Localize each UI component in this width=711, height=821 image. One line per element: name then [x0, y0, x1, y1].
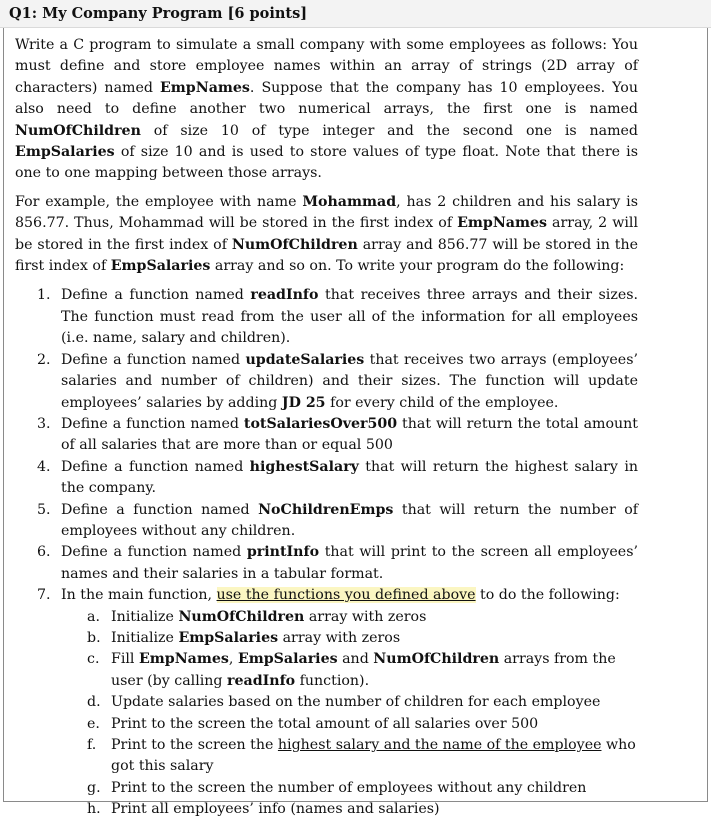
question-content [15, 35, 638, 821]
item-number: 1. [37, 287, 51, 304]
question-title: Q1: My Company Program [6 points] [9, 5, 308, 22]
subtask-item: b. Initialize EmpSalaries array with zeros [15, 628, 638, 649]
subtask-item: a. Initialize NumOfChildren array with zeros [15, 607, 638, 628]
task-list [15, 285, 638, 820]
item-number: 4. [37, 458, 51, 475]
example-paragraph: For example, the employee with name Mohammad, has 2 children and his salary is 856.77. Thus, Mohammad will be stored in the first index of EmpNames array, 2 will be stored in the first index of NumOfChildren array and 856.77 will be stored in the first index of EmpSalaries array and so on. To write your program do the following: [15, 193, 638, 275]
task-item: 3. Define a function named totSalariesOver500 that will return the total amount of all salaries that are more than or equal 500 [37, 415, 638, 454]
item-number: 2. [37, 351, 51, 368]
item-letter: c. [87, 651, 100, 668]
task-item: 6. Define a function named printInfo that will print to the screen all employees’ names and their salaries in a tabular format. [37, 544, 638, 582]
intro-paragraph: Write a C program to simulate a small company with some employees as follows: You must define and store employee names within an array of strings (2D array of characters) named EmpNames. Suppose that the company has 10 employees. You also need to define another two numerical arrays, the first one is named NumOfChildren of size 10 of type integer and the second one is named EmpSalaries of size 10 and is used to store values of type float. Note that there is one to one mapping between those arrays. [15, 37, 638, 182]
subtask-item: c. Fill EmpNames, EmpSalaries and NumOfChildren arrays from the user (by calling readInfo function). [87, 651, 616, 689]
item-letter: h. [87, 801, 101, 818]
subtask-item: e. Print to the screen the total amount of all salaries over 500 [15, 714, 638, 735]
task-item: 5. Define a function named NoChildrenEmps that will return the number of employees without any children. [37, 501, 639, 539]
underlined-text: highest salary and the name of the employee [277, 737, 602, 753]
subtask-item: h. Print all employees’ info (names and salaries) [15, 799, 638, 820]
item-letter: g. [87, 779, 101, 796]
item-letter: d. [87, 694, 101, 711]
item-letter: a. [87, 608, 100, 625]
item-number: 6. [37, 544, 51, 561]
subtask-list [15, 607, 638, 821]
title-bar [0, 0, 711, 28]
task-item: 7. In the main function, use the functions you defined above to do the following: a. Initialize NumOfChildren array with zeros b. Initialize EmpSalaries array with zeros c. Fill EmpNames, EmpSalaries and NumOfChildren arrays from the user (by calling readInfo function). d. Update salaries based on the number of children for each employee e. Print to the screen the total amount of all salaries over 500 f. Print to the screen the highest salary and the name of the employee who got this salary g. Print to the screen the number of employees without any children h. Print all employees’ info (names and salaries) [15, 585, 638, 820]
item-number: 3. [37, 415, 51, 432]
item-letter: b. [87, 629, 101, 646]
item-number: 5. [37, 501, 51, 518]
highlighted-text: use the functions you defined above [216, 587, 476, 604]
subtask-item: f. Print to the screen the highest salary and the name of the employee who got this salary [87, 737, 636, 775]
item-letter: e. [87, 715, 100, 732]
subtask-item: d. Update salaries based on the number of children for each employee [15, 692, 638, 713]
item-number: 7. [37, 587, 51, 604]
task-item: 4. Define a function named highestSalary that will return the highest salary in the company. [37, 458, 638, 497]
task-item: 2. Define a function named updateSalaries that receives two arrays (employees’ salaries and number of children) and their sizes. The function will update employees’ salaries by adding JD 25 for every child of the employee. [37, 351, 638, 411]
item-letter: f. [87, 737, 97, 753]
subtask-item: g. Print to the screen the number of employees without any children [15, 778, 638, 799]
task-item: 1. Define a function named readInfo that receives three arrays and their sizes. The function must read from the user all of the information for all employees (i.e. name, salary and children). [37, 287, 639, 347]
